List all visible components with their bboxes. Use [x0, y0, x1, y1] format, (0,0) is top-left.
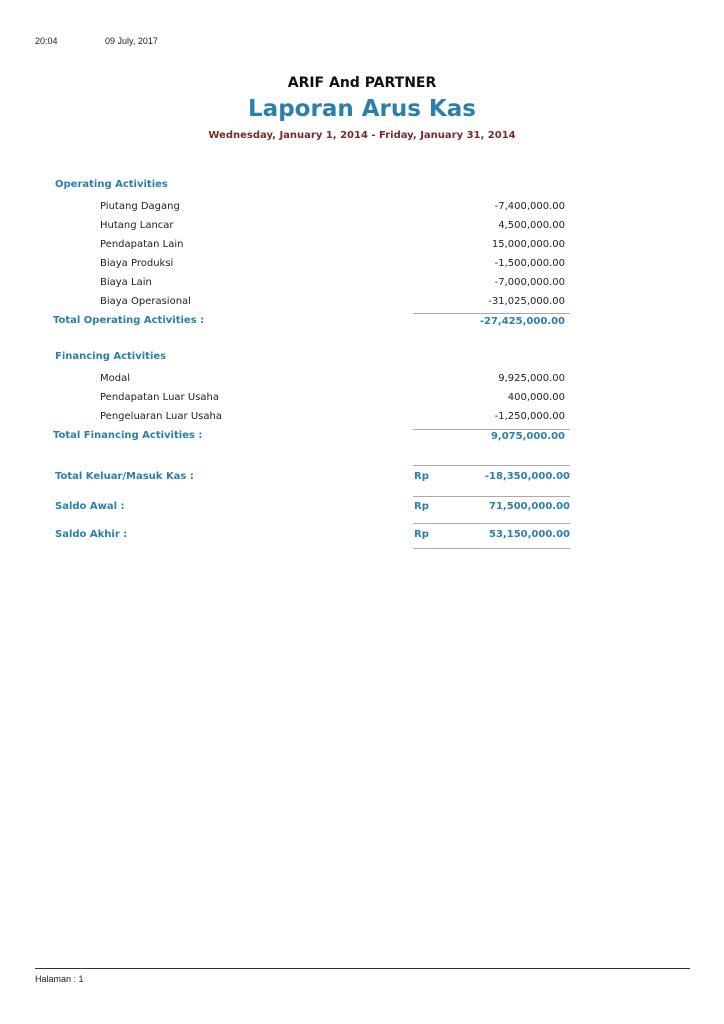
line-item-label: Biaya Operasional — [100, 296, 191, 307]
total-operating-label: Total Operating Activities : — [53, 315, 205, 326]
line-item-label: Pendapatan Luar Usaha — [100, 392, 219, 403]
divider — [413, 465, 570, 466]
line-item-label: Biaya Lain — [100, 277, 152, 288]
print-date: 09 July, 2017 — [105, 36, 158, 46]
currency-label: Rp — [414, 529, 429, 540]
page-number: Halaman : 1 — [35, 974, 84, 984]
summary-label: Total Keluar/Masuk Kas : — [55, 471, 194, 482]
divider — [413, 429, 570, 430]
report-period: Wednesday, January 1, 2014 - Friday, January 31, 2014 — [208, 130, 516, 141]
line-item-value: -7,400,000.00 — [494, 201, 565, 212]
currency-label: Rp — [414, 471, 429, 482]
line-item-value: -7,000,000.00 — [494, 277, 565, 288]
total-financing-value: 9,075,000.00 — [490, 431, 565, 442]
line-item-label: Modal — [100, 373, 130, 384]
divider — [413, 548, 570, 549]
line-item-value: 15,000,000.00 — [491, 239, 565, 250]
line-item-label: Pengeluaran Luar Usaha — [100, 411, 222, 422]
total-operating-value: -27,425,000.00 — [479, 316, 565, 327]
print-time: 20:04 — [35, 36, 58, 46]
line-item-label: Biaya Produksi — [100, 258, 174, 269]
currency-label: Rp — [414, 501, 429, 512]
summary-value: 71,500,000.00 — [489, 501, 570, 512]
summary-value: 53,150,000.00 — [489, 529, 570, 540]
line-item-value: 4,500,000.00 — [498, 220, 565, 231]
line-item-label: Pendapatan Lain — [100, 239, 184, 250]
summary-value: -18,350,000.00 — [484, 471, 570, 482]
financing-heading: Financing Activities — [55, 351, 167, 362]
total-financing-label: Total Financing Activities : — [53, 430, 203, 441]
summary-label: Saldo Awal : — [55, 501, 125, 512]
company-name: ARIF And PARTNER — [287, 75, 437, 91]
line-item-label: Piutang Dagang — [100, 201, 180, 212]
divider — [413, 523, 570, 524]
line-item-value: -1,250,000.00 — [494, 411, 565, 422]
line-item-value: -31,025,000.00 — [488, 296, 565, 307]
divider — [413, 313, 570, 314]
summary-label: Saldo Akhir : — [55, 529, 128, 540]
operating-heading: Operating Activities — [55, 179, 168, 190]
line-item-value: -1,500,000.00 — [494, 258, 565, 269]
footer-divider — [35, 968, 690, 969]
line-item-label: Hutang Lancar — [100, 220, 174, 231]
line-item-value: 400,000.00 — [507, 392, 565, 403]
line-item-value: 9,925,000.00 — [498, 373, 565, 384]
report-title: Laporan Arus Kas — [248, 96, 476, 122]
divider — [413, 496, 570, 497]
